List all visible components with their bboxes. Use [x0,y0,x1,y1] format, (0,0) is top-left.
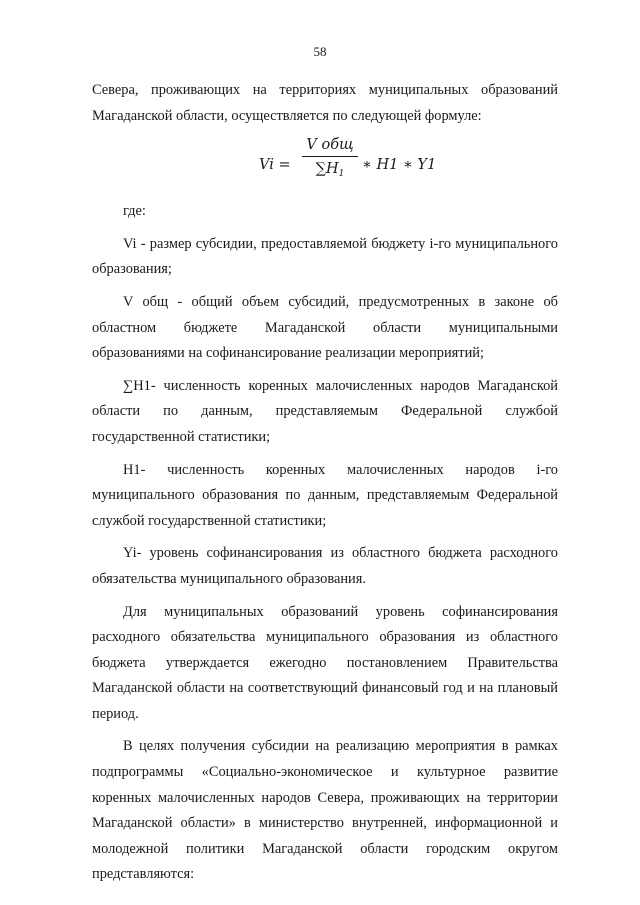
definition-yi: Yi- уровень софинансирования из областного бюджета расходного обязательства муниципального образования. [92,545,558,587]
definition-v-total: V общ - общий объем субсидий, предусмотренных в законе об областном бюджете Магаданской области муниципальными образованиями на софинансирование реализации мероприятий; [92,293,558,362]
formula-fraction [302,135,358,185]
page-number: 58 [313,44,327,59]
formula-denominator [302,157,358,185]
formula-rhs: ∗ H1 ∗ Y1 [362,157,437,174]
paragraph-subsidy-application: В целях получения субсидии на реализацию мероприятия в рамках подпрограммы «Социально-экономическое и культурное развитие коренных малочисленных народов Севера, проживающих на территории Магаданской области» в министерство внутренней, информационной и молодежной политики Магаданской области городским округом представляются: [92,738,558,883]
definition-h1: H1- численность коренных малочисленных народов i-го муниципального образования по данным, представляемым Федеральной службой государственной статистики; [92,461,558,529]
intro-paragraph: Севера, проживающих на территориях муниципальных образований Магаданской области, осуществляется по следующей формуле: [92,82,558,124]
definition-sum-h1: ∑H1- численность коренных малочисленных народов Магаданской области по данным, представляемым Федеральной службой государственной статистики; [92,377,558,445]
document-body [92,78,558,888]
subsidy-formula [92,135,558,193]
formula-lhs: Vi = [259,157,291,174]
where-label: где: [123,203,146,220]
formula-numerator: V общ [302,135,358,157]
paragraph-cofinancing-level: Для муниципальных образований уровень софинансирования расходного обязательства муниципального образования из областного бюджета утверждается ежегодно постановлением Правительства Магаданской области на соответствующий финансовый год и на плановый период. [92,603,558,722]
formula-denominator-subscript: 1 [338,169,345,180]
definition-vi: Vi - размер субсидии, предоставляемой бюджету i-го муниципального образования; [92,235,558,278]
formula-denominator-sigma: ∑H [315,161,339,178]
